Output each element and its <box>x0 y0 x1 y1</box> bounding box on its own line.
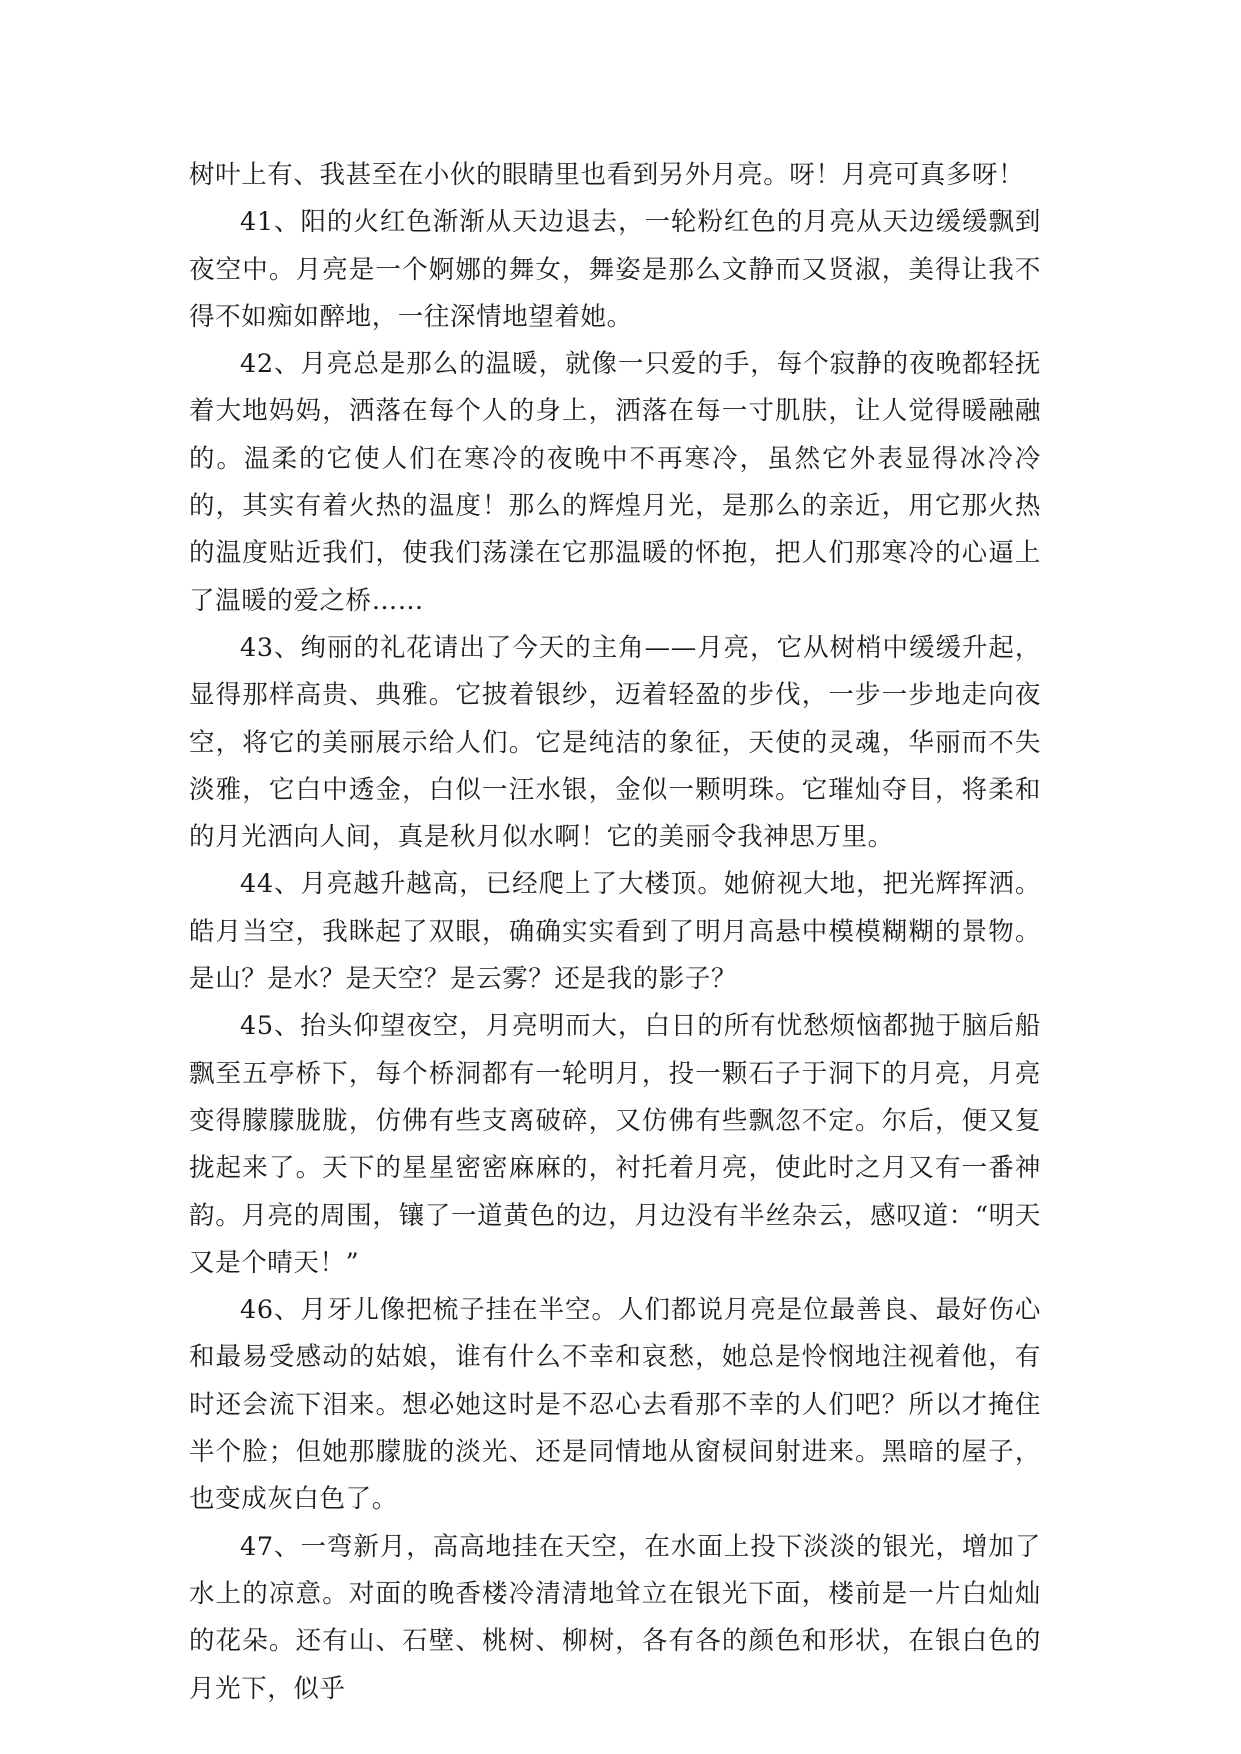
document-body <box>189 152 1041 1713</box>
paragraph-42: 42、月亮总是那么的温暖，就像一只爱的手，每个寂静的夜晚都轻抚着大地妈妈，洒落在每个人的身上，洒落在每一寸肌肤，让人觉得暖融融的。温柔的它使人们在寒冷的夜晚中不再寒冷，虽然它外表显得冰冷冷的，其实有着火热的温度！那么的辉煌月光，是那么的亲近，用它那火热的温度贴近我们，使我们荡漾在它那温暖的怀抱，把人们那寒冷的心逼上了温暖的爱之桥…… <box>189 349 1041 616</box>
paragraph-43: 43、绚丽的礼花请出了今天的主角——月亮，它从树梢中缓缓升起，显得那样高贵、典雅。它披着银纱，迈着轻盈的步伐，一步一步地走向夜空，将它的美丽展示给人们。它是纯洁的象征，天使的灵魂，华丽而不失淡雅，它白中透金，白似一汪水银，金似一颗明珠。它璀灿夺目，将柔和的月光洒向人间，真是秋月似水啊！它的美丽令我神思万里。 <box>189 632 1041 853</box>
paragraph-47: 47、一弯新月，高高地挂在天空，在水面上投下淡淡的银光，增加了水上的凉意。对面的晚香楼冷清清地耸立在银光下面，楼前是一片白灿灿的花朵。还有山、石壁、桃树、柳树，各有各的颜色和形状，在银白色的月光下，似乎 <box>189 1531 1041 1704</box>
paragraph-44: 44、月亮越升越高，已经爬上了大楼顶。她俯视大地，把光辉挥洒。皓月当空，我眯起了双眼，确确实实看到了明月高悬中模模糊糊的景物。是山？是水？是天空？是云雾？还是我的影子？ <box>189 869 1041 995</box>
paragraph-continuation: 树叶上有、我甚至在小伙的眼睛里也看到另外月亮。呀！月亮可真多呀！ <box>189 160 1025 190</box>
paragraph-41: 41、阳的火红色渐渐从天边退去，一轮粉红色的月亮从天边缓缓飘到夜空中。月亮是一个婀娜的舞女，舞姿是那么文静而又贤淑，美得让我不得不如痴如醉地，一往深情地望着她。 <box>189 207 1041 332</box>
paragraph-45: 45、抬头仰望夜空，月亮明而大，白日的所有忧愁烦恼都抛于脑后船飘至五亭桥下，每个桥洞都有一轮明月，投一颗石子于洞下的月亮，月亮变得朦朦胧胧，仿佛有些支离破碎，又仿佛有些飘忽不定。尔后，便又复拢起来了。天下的星星密密麻麻的，衬托着月亮，使此时之月又有一番神韵。月亮的周围，镶了一道黄色的边，月边没有半丝杂云，感叹道：“明天又是个晴天！” <box>189 1011 1041 1278</box>
paragraph-46: 46、月牙儿像把梳子挂在半空。人们都说月亮是位最善良、最好伤心和最易受感动的姑娘，谁有什么不幸和哀愁，她总是怜悯地注视着他，有时还会流下泪来。想必她这时是不忍心去看那不幸的人们吧？所以才掩住半个脸；但她那朦胧的淡光、还是同情地从窗棂间射进来。黑暗的屋子，也变成灰白色了。 <box>189 1295 1041 1515</box>
